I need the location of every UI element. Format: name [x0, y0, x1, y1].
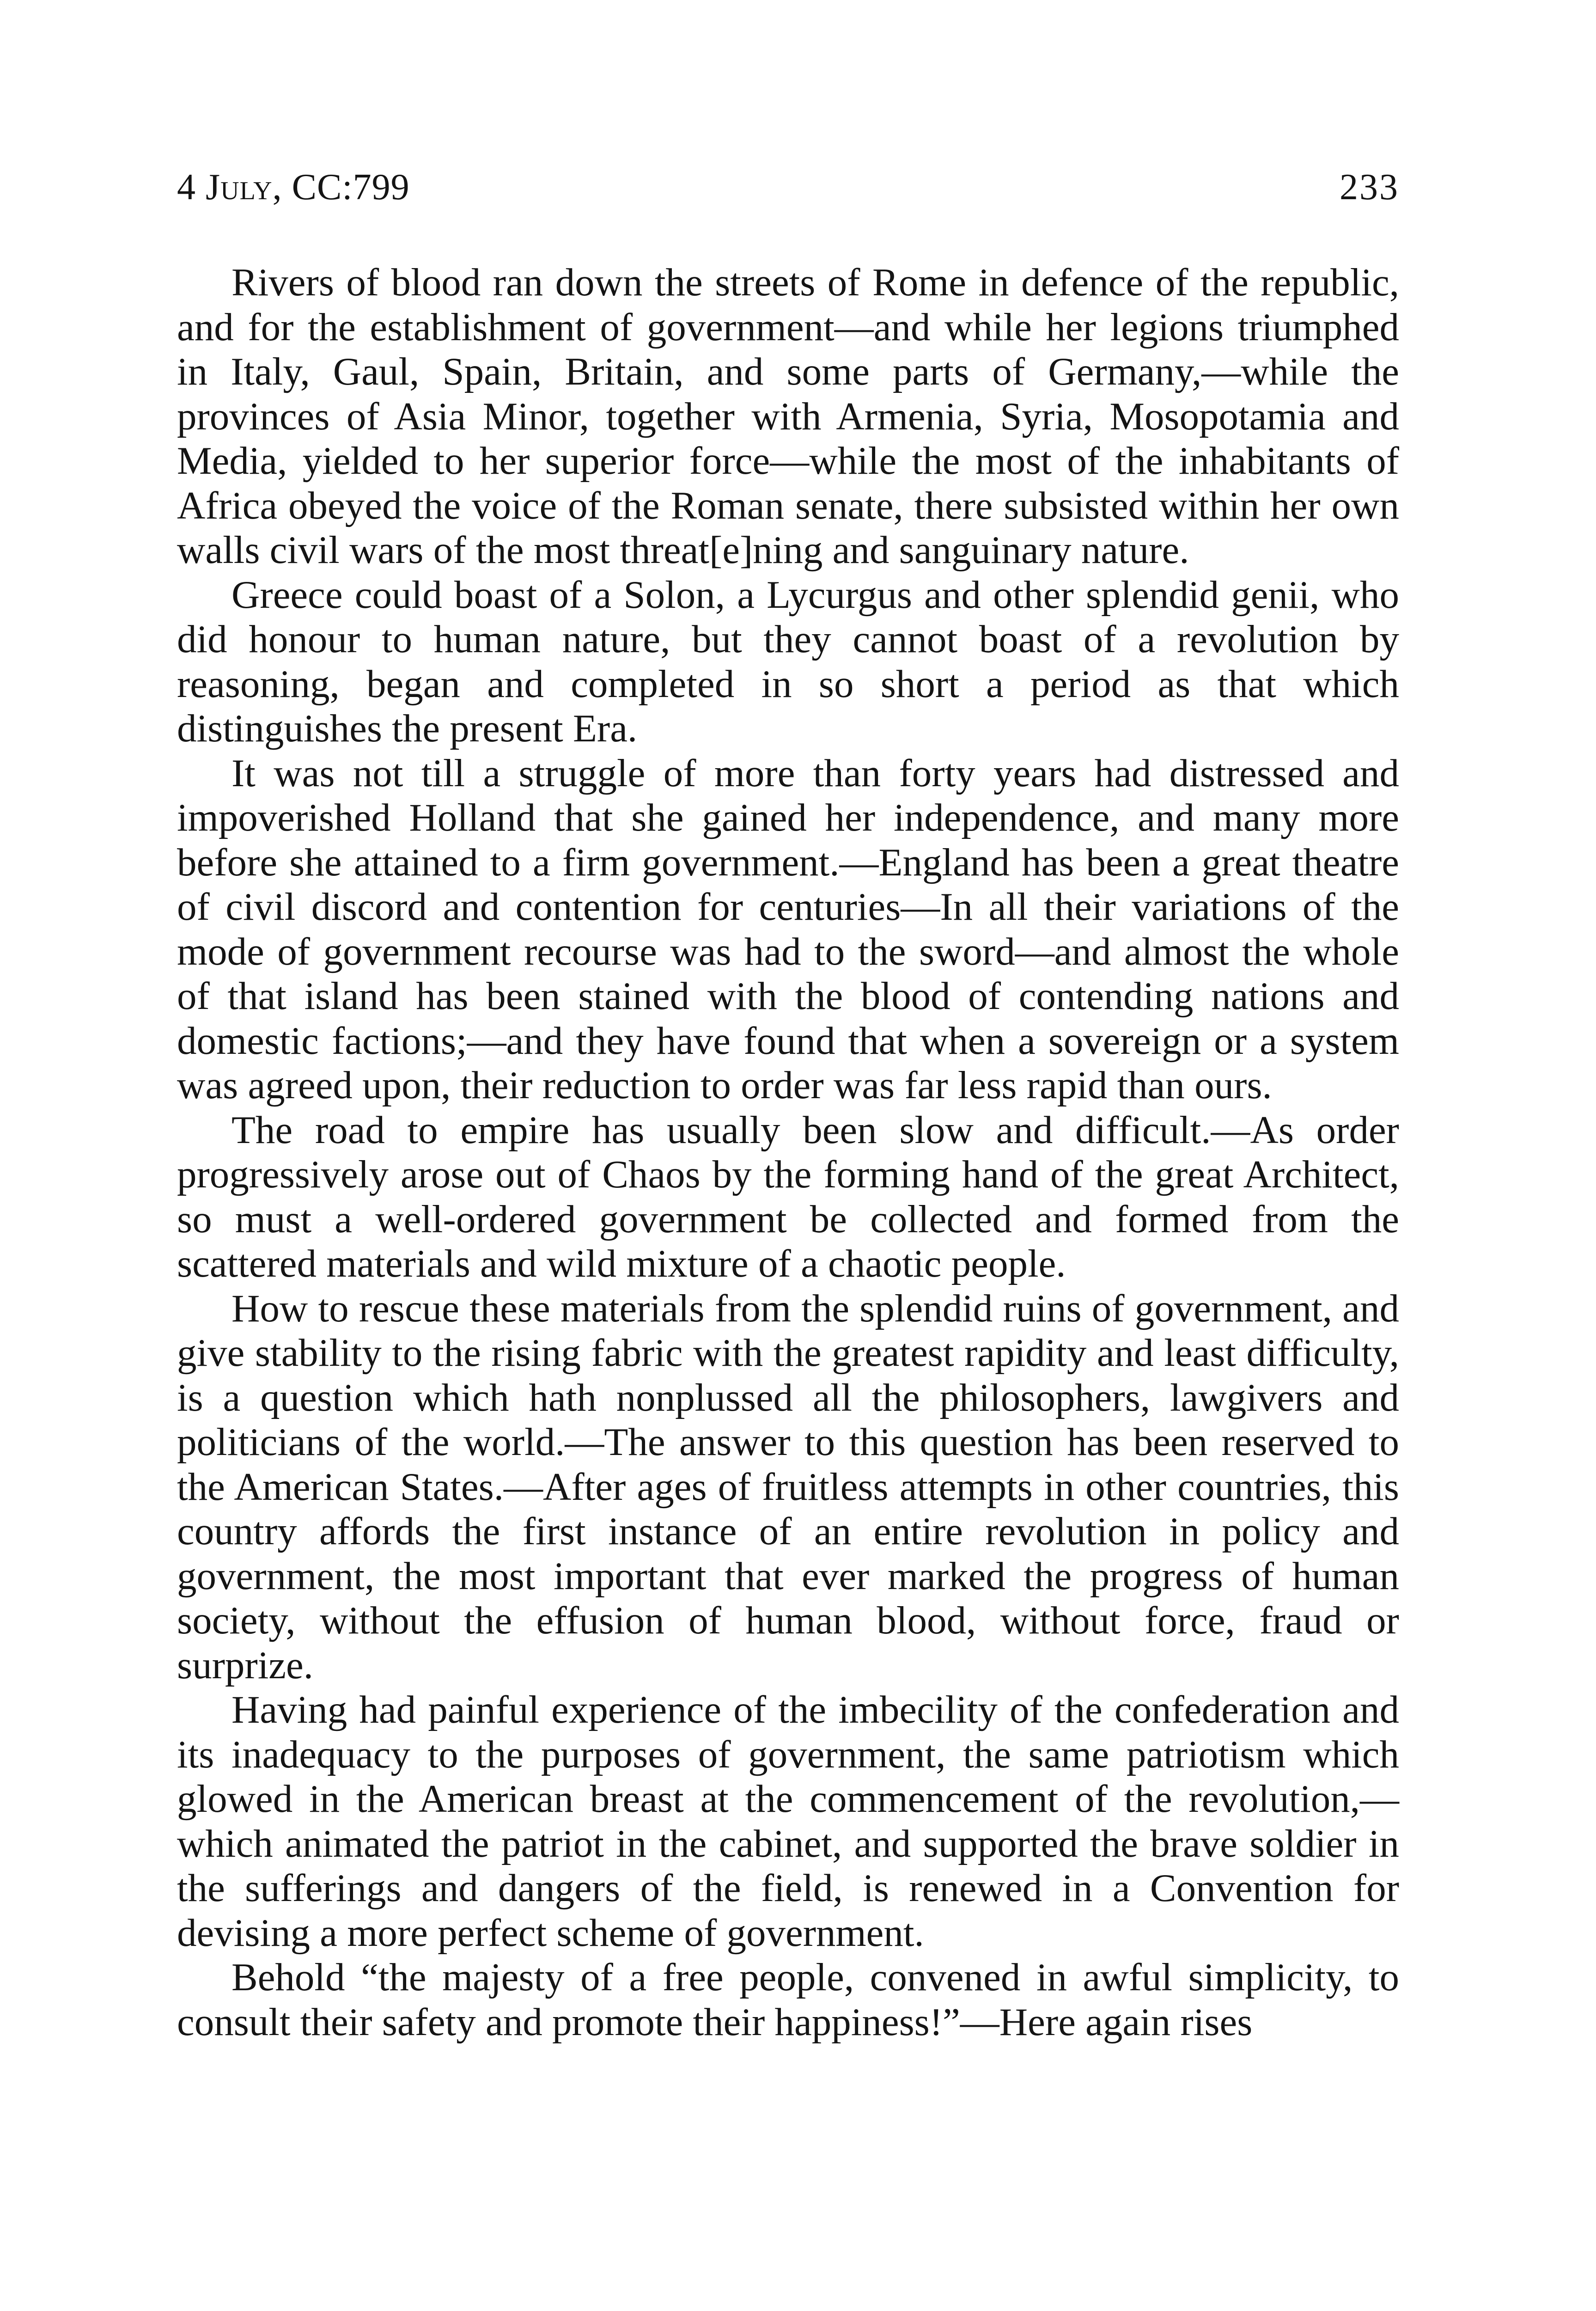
page-number: 233 — [1340, 167, 1399, 208]
running-head — [177, 164, 1399, 210]
paragraph-road-to-empire: The road to empire has usually been slow and difficult.—As order progressively arose out of Chaos by the forming hand of the great Architect, so must a well-ordered government be collected and formed from the scattered materials and wild mixture of a chaotic people. — [177, 1108, 1399, 1285]
date-month: July — [206, 167, 273, 208]
paragraph-behold: Behold “the majesty of a free people, convened in awful simplicity, to consult their safety and promote their happiness!”—Here again rises — [177, 1956, 1399, 2044]
paragraph-holland-england: It was not till a struggle of more than forty years had distressed and impoverished Holland that she gained her independence, and many more before she attained to a firm government.—England has been a great theatre of civil discord and contention for centuries—In all their variations of the mode of government recourse was had to the sword—and almost the whole of that island has been stained with the blood of contending nations and domestic factions;—and they have found that when a sovereign or a system was agreed upon, their reduction to order was far less rapid than ours. — [177, 751, 1399, 1107]
paragraph-rome: Rivers of blood ran down the streets of Rome in defence of the republic, and for the establishment of government—and while her legions triumphed in Italy, Gaul, Spain, Britain, and some parts of Germany,—while the provinces of Asia Minor, together with Armenia, Syria, Mosopotamia and Media, yielded to her superior force—while the most of the inhabitants of Africa obeyed the voice of the Roman senate, there subsisted within her own walls civil wars of the most threat[e]ning and sanguinary nature. — [177, 261, 1399, 572]
paragraph-greece: Greece could boast of a Solon, a Lycurgus and other splendid genii, who did honour to human nature, but they cannot boast of a revolution by reasoning, began and completed in so short a period as that which distinguishes the present Era. — [177, 573, 1399, 750]
running-head-date-ref — [177, 164, 410, 210]
paragraph-rescue-materials: How to rescue these materials from the splendid ruins of government, and give stability to the rising fabric with the greatest rapidity and least difficulty, is a question which hath nonplussed all the philosophers, lawgivers and politicians of the world.—The answer to this question has been reserved to the American States.—After ages of fruitless attempts in other countries, this country affords the first instance of an entire revolution in policy and government, the most important that ever marked the progress of human society, without the effusion of human blood, without force, fraud or surprize. — [177, 1286, 1399, 1687]
document-reference: , CC:799 — [272, 167, 410, 208]
paragraph-confederation: Having had painful experience of the imbecility of the confederation and its inadequacy to the purposes of government, the same patriotism which glowed in the American breast at the commencement of the revolution,—which animated the patriot in the cabinet, and supported the brave soldier in the sufferings and dangers of the field, is renewed in a Convention for devising a more perfect scheme of government. — [177, 1688, 1399, 1955]
body-text — [177, 260, 1399, 2044]
date-number: 4 — [177, 167, 196, 208]
